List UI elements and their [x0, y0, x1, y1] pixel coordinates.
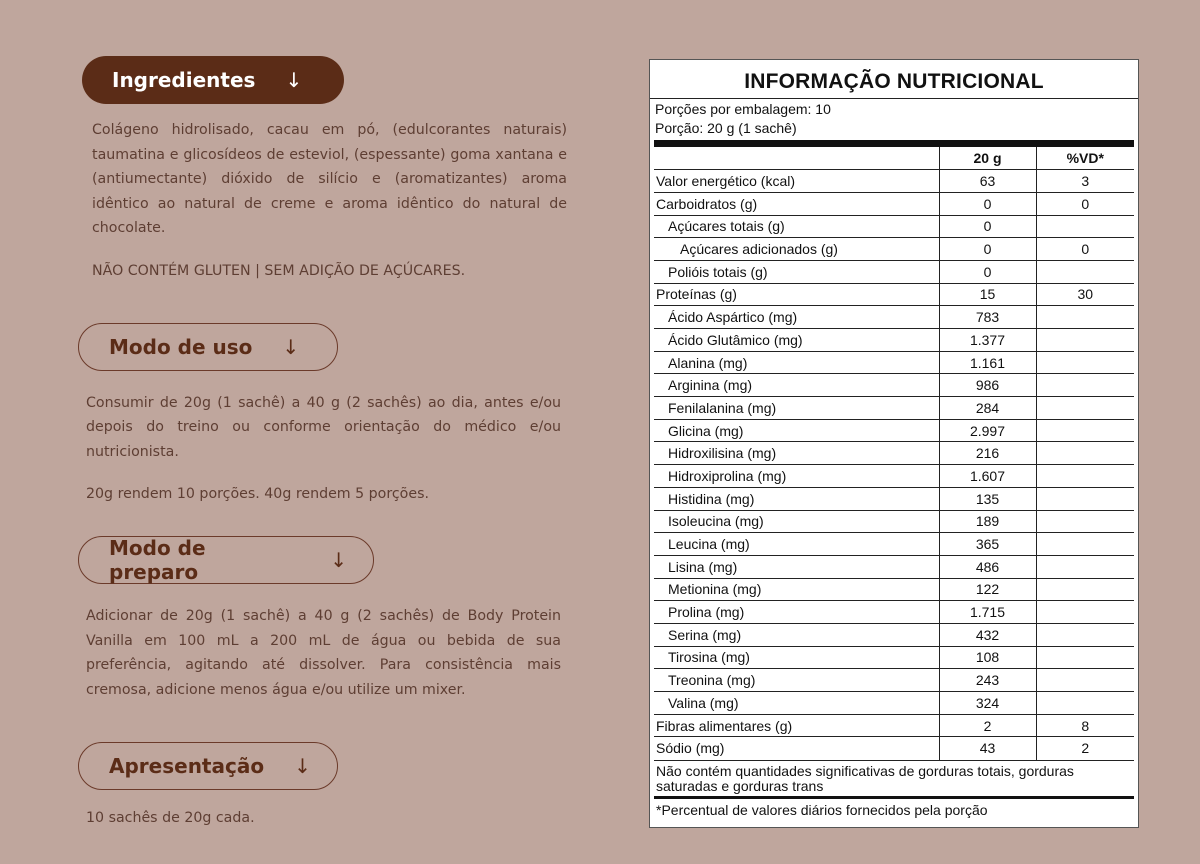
- nutrient-name: Polióis totais (g): [654, 260, 939, 283]
- nutrient-vd: [1036, 623, 1134, 646]
- nutrient-vd: 8: [1036, 714, 1134, 737]
- nutrient-amount: 15: [939, 283, 1036, 306]
- table-row: [654, 578, 1134, 601]
- apresentacao-section: [78, 742, 578, 826]
- nutrition-footnote: Não contém quantidades significativas de gorduras totais, gorduras saturadas e gorduras trans: [654, 760, 1134, 796]
- nutrient-name: Carboidratos (g): [654, 192, 939, 215]
- nutrition-facts-panel: [649, 59, 1139, 828]
- table-row: [654, 533, 1134, 556]
- nutrient-amount: 0: [939, 215, 1036, 238]
- nutrient-name: Arginina (mg): [654, 374, 939, 397]
- modo-uso-text: Consumir de 20g (1 sachê) a 40 g (2 sachês) ao dia, antes e/ou depois do treino ou conforme orientação do médico e/ou nutricionista.: [86, 394, 561, 460]
- table-row: [654, 646, 1134, 669]
- nutrient-vd: [1036, 669, 1134, 692]
- ingredients-title: Ingredientes: [112, 68, 256, 92]
- table-row: [654, 487, 1134, 510]
- modo-uso-title: Modo de uso: [109, 334, 253, 359]
- modo-uso-section: [78, 323, 578, 503]
- table-row: [654, 692, 1134, 715]
- nutrient-vd: [1036, 578, 1134, 601]
- nutrient-name: Alanina (mg): [654, 351, 939, 374]
- ingredients-text: Colágeno hidrolisado, cacau em pó, (edulcorantes naturais) taumatina e glicosídeos de esteviol, (espessante) goma xantana e (antiumectante) dióxido de silício e (aromatizantes) aroma idêntico ao natural de creme e aroma idêntico do natural de chocolate.: [92, 122, 567, 236]
- header-blank: [654, 147, 939, 170]
- table-row: [654, 714, 1134, 737]
- table-row: [654, 215, 1134, 238]
- nutrient-vd: 0: [1036, 192, 1134, 215]
- nutrient-name: Serina (mg): [654, 623, 939, 646]
- nutrient-vd: [1036, 646, 1134, 669]
- modo-preparo-toggle[interactable]: [78, 536, 374, 584]
- nutrient-vd: [1036, 306, 1134, 329]
- nutrient-amount: 63: [939, 170, 1036, 193]
- table-row: [654, 260, 1134, 283]
- nutrient-vd: [1036, 215, 1134, 238]
- nutrient-name: Açúcares totais (g): [654, 215, 939, 238]
- modo-preparo-section: [78, 536, 578, 702]
- nutrition-portion-info: [650, 98, 1138, 140]
- nutrient-amount: 1.161: [939, 351, 1036, 374]
- nutrient-amount: 486: [939, 555, 1036, 578]
- modo-preparo-title: Modo de preparo: [109, 536, 206, 584]
- ingredients-section: [78, 56, 578, 279]
- arrow-down-icon: ↓: [294, 754, 311, 778]
- table-row: [654, 374, 1134, 397]
- nutrient-vd: [1036, 487, 1134, 510]
- portions-per-pack: Porções por embalagem: 10: [655, 101, 831, 117]
- nutrient-amount: 432: [939, 623, 1036, 646]
- nutrient-vd: [1036, 374, 1134, 397]
- nutrient-amount: 0: [939, 238, 1036, 261]
- thick-divider: [654, 140, 1134, 147]
- nutrient-name: Prolina (mg): [654, 601, 939, 624]
- modo-preparo-text: Adicionar de 20g (1 sachê) a 40 g (2 sachês) de Body Protein Vanilla em 100 mL a 200 mL de água ou bebida de sua preferência, agitando até dissolver. Para consistência mais cremosa, adicione menos água e/ou utilize um mixer.: [86, 608, 561, 698]
- nutrient-amount: 2: [939, 714, 1036, 737]
- table-row: [654, 397, 1134, 420]
- vd-footnote: *Percentual de valores diários fornecidos pela porção: [654, 796, 1134, 821]
- nutrient-vd: [1036, 510, 1134, 533]
- table-row: [654, 170, 1134, 193]
- nutrient-name: Ácido Aspártico (mg): [654, 306, 939, 329]
- apresentacao-title: Apresentação: [109, 754, 265, 778]
- table-row: [654, 510, 1134, 533]
- nutrient-amount: 135: [939, 487, 1036, 510]
- header-amount: 20 g: [939, 147, 1036, 170]
- nutrient-vd: [1036, 465, 1134, 488]
- nutrient-amount: 324: [939, 692, 1036, 715]
- nutrient-amount: 122: [939, 578, 1036, 601]
- table-row: [654, 555, 1134, 578]
- nutrition-table: [654, 147, 1134, 760]
- table-row: [654, 283, 1134, 306]
- nutrient-amount: 43: [939, 737, 1036, 760]
- apresentacao-text: 10 sachês de 20g cada.: [86, 810, 255, 826]
- nutrient-vd: [1036, 692, 1134, 715]
- apresentacao-toggle[interactable]: [78, 742, 338, 790]
- nutrient-amount: 216: [939, 442, 1036, 465]
- nutrient-vd: [1036, 419, 1134, 442]
- table-row: [654, 442, 1134, 465]
- nutrient-vd: [1036, 533, 1134, 556]
- nutrient-name: Leucina (mg): [654, 533, 939, 556]
- nutrient-amount: 1.377: [939, 329, 1036, 352]
- nutrient-vd: [1036, 329, 1134, 352]
- nutrient-vd: 30: [1036, 283, 1134, 306]
- modo-uso-note: 20g rendem 10 porções. 40g rendem 5 porções.: [86, 486, 429, 502]
- nutrient-amount: 2.997: [939, 419, 1036, 442]
- nutrient-amount: 0: [939, 260, 1036, 283]
- ingredients-toggle[interactable]: [82, 56, 344, 104]
- nutrition-table-body: [654, 170, 1134, 760]
- nutrient-name: Histidina (mg): [654, 487, 939, 510]
- nutrient-vd: [1036, 260, 1134, 283]
- table-row: [654, 351, 1134, 374]
- table-row: [654, 669, 1134, 692]
- portion-size: Porção: 20 g (1 sachê): [655, 120, 797, 136]
- table-row: [654, 238, 1134, 261]
- nutrient-vd: 0: [1036, 238, 1134, 261]
- nutrient-name: Glicina (mg): [654, 419, 939, 442]
- nutrient-vd: [1036, 351, 1134, 374]
- nutrition-title: INFORMAÇÃO NUTRICIONAL: [744, 70, 1044, 93]
- modo-uso-toggle[interactable]: [78, 323, 338, 371]
- nutrient-name: Metionina (mg): [654, 578, 939, 601]
- table-row: [654, 419, 1134, 442]
- arrow-down-icon: ↓: [330, 548, 347, 572]
- nutrient-vd: [1036, 555, 1134, 578]
- nutrient-amount: 243: [939, 669, 1036, 692]
- table-row: [654, 623, 1134, 646]
- nutrient-amount: 783: [939, 306, 1036, 329]
- nutrient-vd: 2: [1036, 737, 1134, 760]
- nutrient-name: Proteínas (g): [654, 283, 939, 306]
- nutrient-name: Fibras alimentares (g): [654, 714, 939, 737]
- nutrient-amount: 108: [939, 646, 1036, 669]
- nutrient-name: Tirosina (mg): [654, 646, 939, 669]
- arrow-down-icon: ↓: [282, 334, 300, 359]
- nutrient-name: Hidroxiprolina (mg): [654, 465, 939, 488]
- nutrient-name: Valina (mg): [654, 692, 939, 715]
- nutrient-name: Valor energético (kcal): [654, 170, 939, 193]
- table-row: [654, 601, 1134, 624]
- arrow-down-icon: ↓: [285, 68, 303, 92]
- nutrient-amount: 365: [939, 533, 1036, 556]
- nutrient-amount: 986: [939, 374, 1036, 397]
- product-info-column: [78, 56, 578, 826]
- nutrient-vd: 3: [1036, 170, 1134, 193]
- nutrient-name: Ácido Glutâmico (mg): [654, 329, 939, 352]
- nutrient-vd: [1036, 397, 1134, 420]
- nutrient-amount: 189: [939, 510, 1036, 533]
- table-row: [654, 192, 1134, 215]
- table-row: [654, 329, 1134, 352]
- nutrient-name: Sódio (mg): [654, 737, 939, 760]
- table-row: [654, 465, 1134, 488]
- nutrient-vd: [1036, 442, 1134, 465]
- nutrient-name: Treonina (mg): [654, 669, 939, 692]
- table-header-row: [654, 147, 1134, 170]
- nutrient-name: Lisina (mg): [654, 555, 939, 578]
- nutrient-amount: 284: [939, 397, 1036, 420]
- ingredients-note: NÃO CONTÉM GLUTEN | SEM ADIÇÃO DE AÇÚCARES.: [92, 262, 466, 279]
- nutrient-amount: 1.607: [939, 465, 1036, 488]
- header-vd: %VD*: [1036, 147, 1134, 170]
- table-row: [654, 737, 1134, 760]
- nutrient-amount: 1.715: [939, 601, 1036, 624]
- nutrient-name: Açúcares adicionados (g): [654, 238, 939, 261]
- nutrient-name: Fenilalanina (mg): [654, 397, 939, 420]
- nutrient-name: Isoleucina (mg): [654, 510, 939, 533]
- nutrient-vd: [1036, 601, 1134, 624]
- nutrient-name: Hidroxilisina (mg): [654, 442, 939, 465]
- table-row: [654, 306, 1134, 329]
- nutrient-amount: 0: [939, 192, 1036, 215]
